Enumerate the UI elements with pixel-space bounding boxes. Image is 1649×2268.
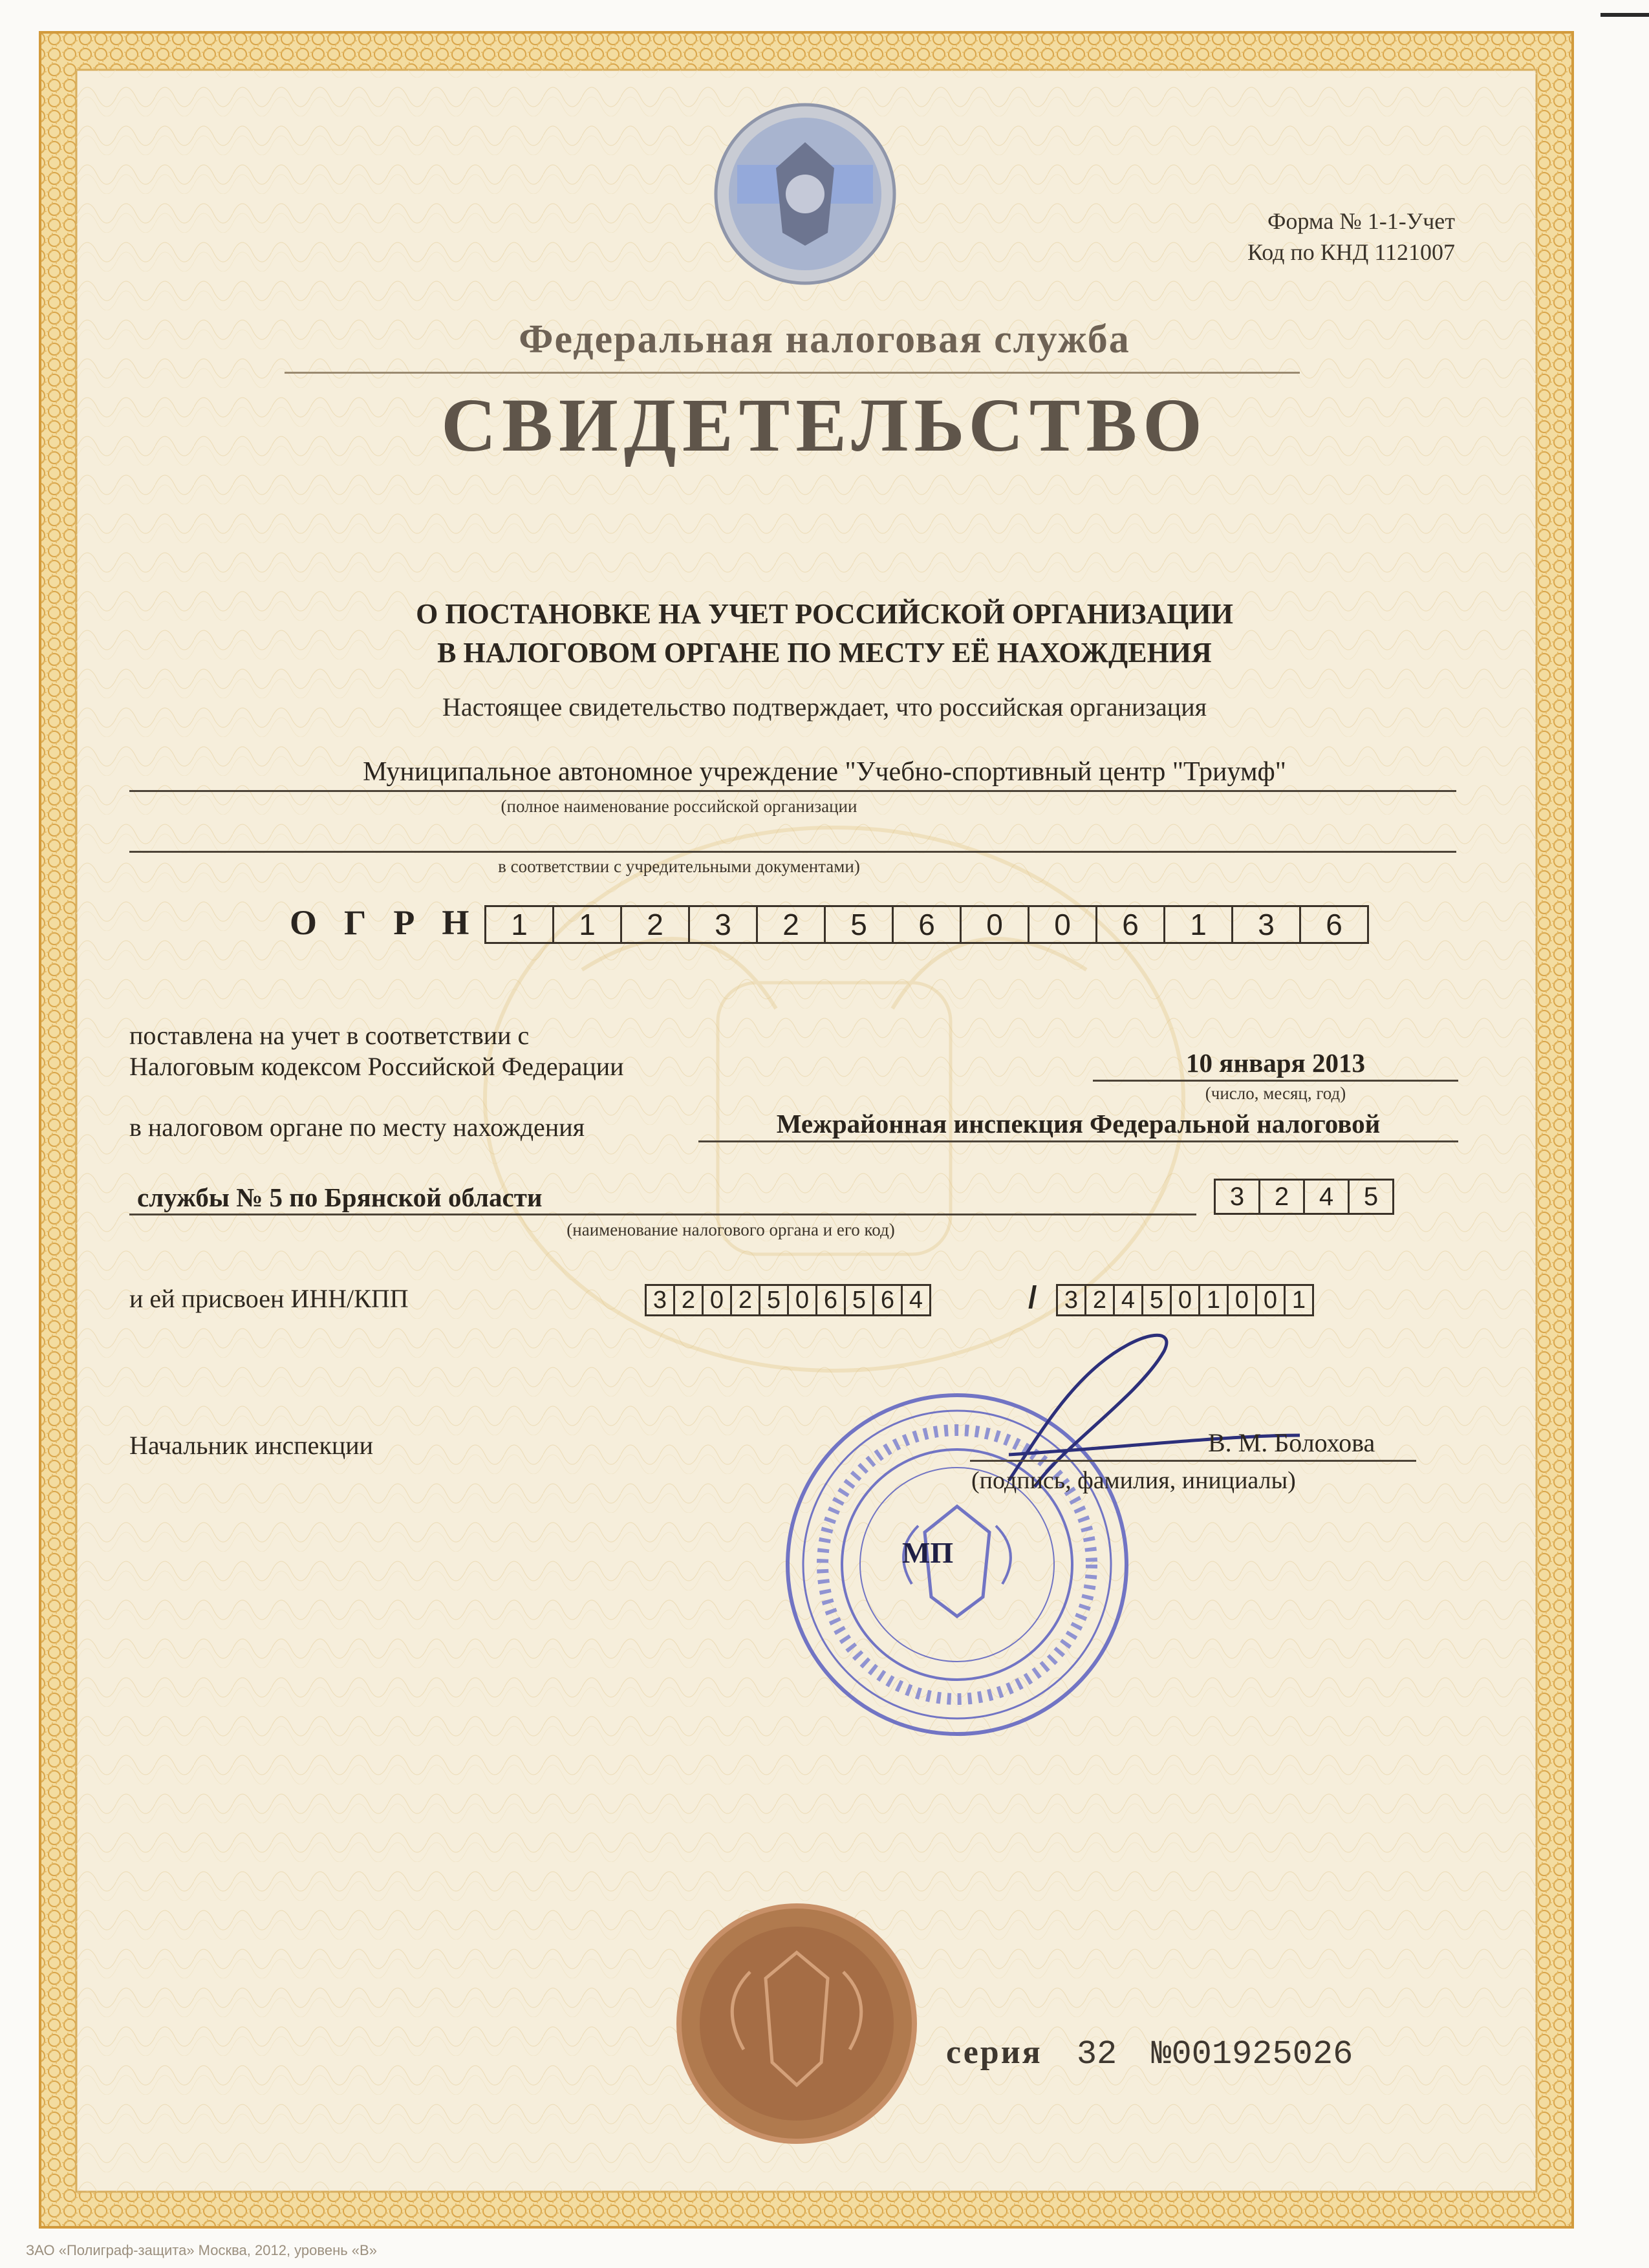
kpp-digit-cell: 5 bbox=[1141, 1284, 1172, 1316]
registered-line-1: поставлена на учет в соответствии с bbox=[129, 1021, 530, 1050]
certificate-title: СВИДЕТЕЛЬСТВО bbox=[441, 383, 1208, 467]
inn-digit-cell: 0 bbox=[702, 1284, 732, 1316]
date-caption: (число, месяц, год) bbox=[1205, 1084, 1346, 1103]
ogrn-digit-cell: 0 bbox=[1028, 905, 1097, 944]
ogrn-digit-cell: 5 bbox=[824, 905, 894, 944]
confirmation-text: Настоящее свидетельство подтверждает, что российская организация bbox=[442, 692, 1207, 722]
ogrn-digit-cell: 1 bbox=[484, 905, 554, 944]
signatory-position: Начальник инспекции bbox=[129, 1431, 374, 1460]
ogrn-digit-cell: 1 bbox=[552, 905, 622, 944]
inn-digit-cell: 2 bbox=[730, 1284, 760, 1316]
hologram-emblem bbox=[716, 105, 894, 283]
agency-name: Федеральная налоговая служба bbox=[519, 317, 1130, 361]
kpp-digit-cell: 1 bbox=[1198, 1284, 1229, 1316]
kpp-cells bbox=[1058, 1284, 1314, 1316]
kpp-digit-cell: 1 bbox=[1284, 1284, 1314, 1316]
authority-code-digit-cell: 3 bbox=[1214, 1179, 1260, 1215]
form-number: Форма № 1-1-Учет bbox=[1267, 208, 1455, 234]
inn-digit-cell: 3 bbox=[645, 1284, 675, 1316]
signatory-name: В. М. Болохова bbox=[1208, 1428, 1375, 1457]
organization-name: Муниципальное автономное учреждение "Учебно-спортивный центр "Триумф" bbox=[363, 757, 1286, 787]
authority-code-digit-cell: 5 bbox=[1348, 1179, 1394, 1215]
authority-caption: (наименование налогового органа и его код) bbox=[566, 1220, 895, 1239]
signature-caption: (подпись, фамилия, инициалы) bbox=[971, 1467, 1296, 1494]
inn-kpp-label: и ей присвоен ИНН/КПП bbox=[129, 1284, 409, 1313]
ogrn-digit-cell: 0 bbox=[960, 905, 1029, 944]
registration-date: 10 января 2013 bbox=[1186, 1048, 1365, 1078]
kpp-digit-cell: 2 bbox=[1084, 1284, 1115, 1316]
ogrn-number-cells bbox=[486, 905, 1369, 944]
certificate-subtitle bbox=[0, 595, 1649, 672]
authority-line-2 bbox=[129, 1214, 1196, 1215]
authority-code-cells bbox=[1216, 1179, 1394, 1215]
agency-underline bbox=[285, 372, 1300, 374]
inn-digit-cell: 6 bbox=[815, 1284, 846, 1316]
ogrn-digit-cell: 2 bbox=[756, 905, 826, 944]
series-value: 32 bbox=[1076, 2035, 1117, 2073]
ogrn-digit-cell: 2 bbox=[620, 905, 690, 944]
authority-name-line-2: службы № 5 по Брянской области bbox=[137, 1182, 543, 1212]
date-line bbox=[1093, 1080, 1458, 1082]
org-name-line-1 bbox=[129, 790, 1456, 792]
inn-digit-cell: 5 bbox=[844, 1284, 874, 1316]
knd-code: Код по КНД 1121007 bbox=[1247, 239, 1455, 265]
series-number bbox=[946, 2033, 1353, 2073]
authority-code-digit-cell: 4 bbox=[1303, 1179, 1350, 1215]
seal-mark: МП bbox=[902, 1536, 954, 1569]
series-label: серия bbox=[946, 2034, 1042, 2071]
authority-line-1 bbox=[698, 1140, 1458, 1142]
ogrn-digit-cell: 6 bbox=[892, 905, 962, 944]
subtitle-line-1: О ПОСТАНОВКЕ НА УЧЕТ РОССИЙСКОЙ ОРГАНИЗАЦИИ bbox=[416, 598, 1233, 630]
authority-name-line-1: Межрайонная инспекция Федеральной налоговой bbox=[776, 1109, 1381, 1139]
ogrn-digit-cell: 3 bbox=[688, 905, 758, 944]
caption-full-name: (полное наименование российской организации bbox=[501, 797, 857, 816]
ogrn-label: ОГРН bbox=[290, 903, 497, 942]
embossed-seal bbox=[679, 1906, 914, 2141]
registered-statement bbox=[129, 1020, 624, 1082]
inn-cells bbox=[647, 1284, 931, 1316]
kpp-digit-cell: 3 bbox=[1056, 1284, 1086, 1316]
kpp-digit-cell: 0 bbox=[1255, 1284, 1286, 1316]
kpp-digit-cell: 0 bbox=[1227, 1284, 1257, 1316]
document-number: №001925026 bbox=[1151, 2035, 1353, 2073]
form-number-block bbox=[1247, 206, 1455, 268]
inn-digit-cell: 2 bbox=[673, 1284, 704, 1316]
ogrn-digit-cell: 6 bbox=[1095, 905, 1165, 944]
inn-kpp-separator: / bbox=[1028, 1281, 1037, 1315]
inn-digit-cell: 4 bbox=[901, 1284, 931, 1316]
kpp-digit-cell: 0 bbox=[1170, 1284, 1200, 1316]
inn-digit-cell: 5 bbox=[759, 1284, 789, 1316]
authority-code-digit-cell: 2 bbox=[1258, 1179, 1305, 1215]
ogrn-digit-cell: 1 bbox=[1163, 905, 1233, 944]
org-name-line-2 bbox=[129, 851, 1456, 853]
signature-line bbox=[970, 1460, 1416, 1462]
subtitle-line-2: В НАЛОГОВОМ ОРГАНЕ ПО МЕСТУ ЕЁ НАХОЖДЕНИЯ bbox=[437, 637, 1212, 669]
inn-digit-cell: 6 bbox=[872, 1284, 903, 1316]
ogrn-digit-cell: 6 bbox=[1299, 905, 1369, 944]
printer-info: ЗАО «Полиграф-защита» Москва, 2012, уровень «В» bbox=[26, 2242, 377, 2258]
caption-founding-docs: в соответствии с учредительными документами) bbox=[498, 857, 860, 876]
ogrn-digit-cell: 3 bbox=[1231, 905, 1301, 944]
inn-digit-cell: 0 bbox=[787, 1284, 817, 1316]
kpp-digit-cell: 4 bbox=[1113, 1284, 1143, 1316]
registered-line-2: Налоговым кодексом Российской Федерации bbox=[129, 1052, 624, 1081]
authority-label: в налоговом органе по месту нахождения bbox=[129, 1113, 585, 1142]
